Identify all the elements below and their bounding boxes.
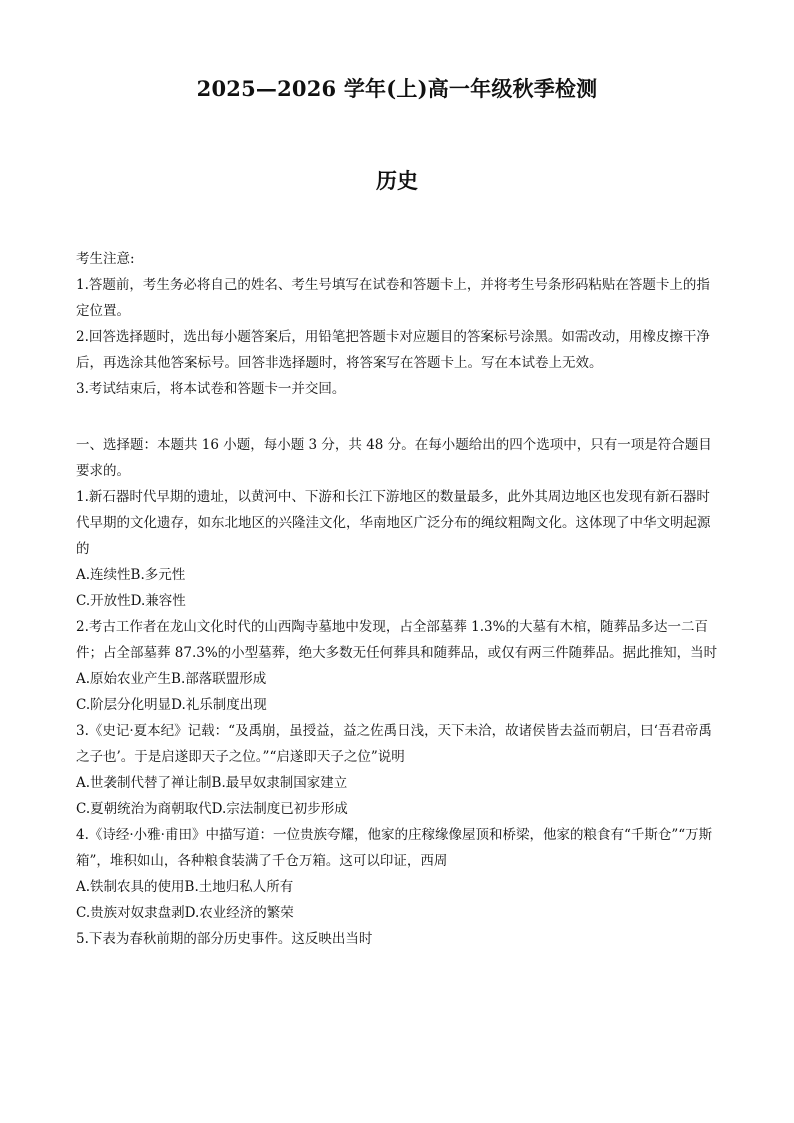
question-5 (76, 926, 722, 952)
question-stem: 5.下表为春秋前期的部分历史事件。这反映出当时 (76, 931, 373, 947)
options-row-ab: A.世袭制代替了禅让制B.最早奴隶制国家建立 (76, 775, 348, 791)
note-item-3: 3.考试结束后，将本试卷和答题卡一并交回。 (76, 381, 346, 397)
question-stem: 3.《史记·夏本纪》记载：“及禹崩，虽授益，益之佐禹日浅，天下未洽，故诸侯皆去益而朝启，曰‘吾君帝禹之子也’。于是启遂即天子之位。”“启遂即天子之位”说明 (76, 723, 712, 765)
question-stem: 1.新石器时代早期的遗址，以黄河中、下游和长江下游地区的数量最多，此外其周边地区也发现有新石器时代早期的文化遗存，如东北地区的兴隆洼文化，华南地区广泛分布的绳纹粗陶文化。这体现了中华文明起源的 (76, 489, 711, 557)
exam-notes (76, 246, 722, 402)
note-item-2: 2.回答选择题时，选出每小题答案后，用铅笔把答题卡对应题目的答案标号涂黑。如需改动，用橡皮擦干净后，再选涂其他答案标号。回答非选择题时，将答案写在答题卡上。写在本试卷上无效。 (76, 329, 710, 371)
options-row-cd: C.开放性D.兼容性 (76, 593, 186, 609)
options-row-cd: C.阶层分化明显D.礼乐制度出现 (76, 697, 267, 713)
section-heading: 一、选择题：本题共 16 小题，每小题 3 分，共 48 分。在每小题给出的四个选项中，只有一项是符合题目要求的。 (76, 437, 712, 479)
question-stem: 2.考古工作者在龙山文化时代的山西陶寺墓地中发现，占全部墓葬 1.3%的大墓有木棺，随葬品多达一二百件；占全部墓葬 87.3%的小型墓葬，绝大多数无任何葬具和随葬品，或仅有两三件随葬品。据此推知，当时 (76, 619, 718, 661)
question-stem: 4.《诗经·小雅·甫田》中描写道：一位贵族夸耀，他家的庄稼缘像屋顶和桥梁，他家的粮食有“千斯仓”“万斯箱”，堆积如山，各种粮食装满了千仓万箱。这可以印证，西周 (76, 827, 713, 869)
options-row-cd: C.贵族对奴隶盘剥D.农业经济的繁荣 (76, 905, 294, 921)
question-4 (76, 822, 722, 926)
notes-heading: 考生注意: (76, 251, 135, 267)
question-1 (76, 484, 722, 614)
options-row-cd: C.夏朝统治为商朝取代D.宗法制度已初步形成 (76, 801, 348, 817)
subject-title: 历史 (376, 168, 418, 193)
options-row-ab: A.连续性B.多元性 (76, 567, 186, 583)
multiple-choice-section (76, 432, 722, 952)
question-2 (76, 614, 722, 718)
options-row-ab: A.原始农业产生B.部落联盟形成 (76, 671, 267, 687)
note-item-1: 1.答题前，考生务必将自己的姓名、考生号填写在试卷和答题卡上，并将考生号条形码粘贴在答题卡上的指定位置。 (76, 277, 710, 319)
options-row-ab: A.铁制农具的使用B.土地归私人所有 (76, 879, 294, 895)
question-3 (76, 718, 722, 822)
exam-title: 2025—2026 学年(上)高一年级秋季检测 (196, 76, 598, 101)
